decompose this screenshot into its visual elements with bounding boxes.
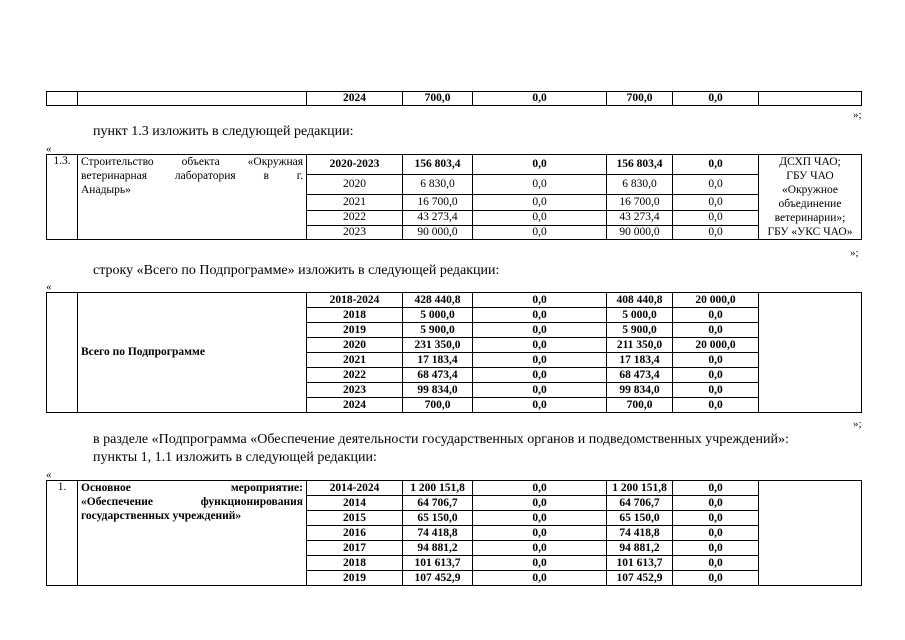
total-cell: 99 834,0 (403, 383, 473, 398)
table-row (47, 481, 862, 496)
value-cell: 74 418,8 (607, 526, 673, 541)
table-item-1 (46, 480, 862, 586)
year-cell: 2021 (307, 353, 403, 368)
table-row (47, 92, 862, 106)
value-cell: 0,0 (673, 511, 759, 526)
year-cell: 2023 (307, 225, 403, 239)
value-cell: 0,0 (673, 353, 759, 368)
value-cell: 107 452,9 (607, 571, 673, 586)
value-cell: 94 881,2 (607, 541, 673, 556)
value-cell: 0,0 (673, 323, 759, 338)
responsible-cell (759, 92, 862, 106)
value-cell: 0,0 (473, 338, 607, 353)
year-cell: 2018 (307, 556, 403, 571)
num-cell (47, 293, 78, 413)
value-cell: 0,0 (673, 155, 759, 175)
description-line: ветеринарная лаборатория в г. (81, 170, 303, 182)
total-cell: 428 440,8 (403, 293, 473, 308)
description-cell (78, 92, 307, 106)
value-cell: 0,0 (473, 211, 607, 225)
total-cell: 65 150,0 (403, 511, 473, 526)
table-subprogram-total (46, 292, 862, 413)
description-line: Анадырь» (81, 184, 131, 196)
item-number: 1. (47, 481, 78, 586)
open-quote: « (46, 469, 52, 481)
value-cell: 0,0 (473, 323, 607, 338)
year-cell: 2019 (307, 323, 403, 338)
responsible-executors (759, 155, 862, 240)
year-cell: 2022 (307, 211, 403, 225)
value-cell: 0,0 (673, 92, 759, 106)
value-cell: 0,0 (473, 526, 607, 541)
instruction-paragraph: пункт 1.3 изложить в следующей редакции: (93, 124, 354, 139)
instruction-paragraph: пункты 1, 1.1 изложить в следующей редакции: (93, 450, 377, 465)
year-cell: 2017 (307, 541, 403, 556)
responsible-line: ГБУ «УКС ЧАО» (767, 226, 853, 238)
value-cell: 20 000,0 (673, 293, 759, 308)
value-cell: 0,0 (673, 496, 759, 511)
item-description (78, 481, 307, 586)
total-label: Всего по Подпрограмме (78, 293, 307, 413)
year-cell: 2022 (307, 368, 403, 383)
total-cell: 43 273,4 (403, 211, 473, 225)
total-cell: 94 881,2 (403, 541, 473, 556)
total-cell: 16 700,0 (403, 194, 473, 210)
value-cell: 43 273,4 (607, 211, 673, 225)
value-cell: 0,0 (673, 225, 759, 239)
value-cell: 0,0 (473, 383, 607, 398)
value-cell: 0,0 (473, 481, 607, 496)
value-cell: 101 613,7 (607, 556, 673, 571)
total-cell: 5 000,0 (403, 308, 473, 323)
year-cell: 2020-2023 (307, 155, 403, 175)
open-quote: « (46, 281, 52, 293)
value-cell: 0,0 (473, 556, 607, 571)
value-cell: 5 900,0 (607, 323, 673, 338)
value-cell: 0,0 (473, 541, 607, 556)
year-cell: 2024 (307, 398, 403, 413)
instruction-paragraph: строку «Всего по Подпрограмме» изложить в следующей редакции: (93, 263, 500, 278)
value-cell: 0,0 (673, 194, 759, 210)
item-number: 1.3. (47, 155, 78, 240)
description-line: государственных учреждений» (81, 510, 242, 522)
responsible-line: ветеринарии»; (774, 212, 846, 224)
value-cell: 65 150,0 (607, 511, 673, 526)
value-cell: 1 200 151,8 (607, 481, 673, 496)
value-cell: 0,0 (473, 511, 607, 526)
year-cell: 2023 (307, 383, 403, 398)
description-line: Основное мероприятие: (81, 482, 303, 494)
responsible-line: ДСХП ЧАО; (779, 156, 841, 168)
value-cell: 0,0 (473, 155, 607, 175)
total-cell: 68 473,4 (403, 368, 473, 383)
value-cell: 16 700,0 (607, 194, 673, 210)
year-cell: 2018-2024 (307, 293, 403, 308)
value-cell: 408 440,8 (607, 293, 673, 308)
value-cell: 0,0 (673, 526, 759, 541)
value-cell: 0,0 (673, 481, 759, 496)
responsible-line: объединение (778, 198, 842, 210)
value-cell: 17 183,4 (607, 353, 673, 368)
value-cell: 0,0 (673, 383, 759, 398)
value-cell: 0,0 (673, 308, 759, 323)
value-cell: 64 706,7 (607, 496, 673, 511)
value-cell: 0,0 (673, 556, 759, 571)
value-cell: 68 473,4 (607, 368, 673, 383)
year-cell: 2019 (307, 571, 403, 586)
total-cell: 90 000,0 (403, 225, 473, 239)
value-cell: 0,0 (473, 293, 607, 308)
value-cell: 700,0 (607, 92, 673, 106)
value-cell: 0,0 (473, 194, 607, 210)
value-cell: 0,0 (673, 368, 759, 383)
year-cell: 2020 (307, 338, 403, 353)
value-cell: 156 803,4 (607, 155, 673, 175)
close-quote: »; (850, 247, 859, 259)
value-cell: 6 830,0 (607, 175, 673, 194)
value-cell: 99 834,0 (607, 383, 673, 398)
year-cell: 2018 (307, 308, 403, 323)
total-cell: 101 613,7 (403, 556, 473, 571)
total-cell: 74 418,8 (403, 526, 473, 541)
value-cell: 90 000,0 (607, 225, 673, 239)
value-cell: 0,0 (673, 541, 759, 556)
value-cell: 0,0 (473, 92, 607, 106)
value-cell: 5 000,0 (607, 308, 673, 323)
value-cell: 0,0 (473, 398, 607, 413)
year-cell: 2016 (307, 526, 403, 541)
year-cell: 2014 (307, 496, 403, 511)
total-cell: 64 706,7 (403, 496, 473, 511)
responsible-cell (759, 481, 862, 586)
year-cell: 2021 (307, 194, 403, 210)
total-cell: 231 350,0 (403, 338, 473, 353)
total-cell: 6 830,0 (403, 175, 473, 194)
value-cell: 700,0 (607, 398, 673, 413)
value-cell: 0,0 (473, 175, 607, 194)
year-cell: 2015 (307, 511, 403, 526)
close-quote: »; (853, 109, 862, 121)
total-cell: 17 183,4 (403, 353, 473, 368)
total-cell: 700,0 (403, 398, 473, 413)
total-cell: 156 803,4 (403, 155, 473, 175)
value-cell: 0,0 (473, 308, 607, 323)
value-cell: 0,0 (473, 368, 607, 383)
total-cell: 700,0 (403, 92, 473, 106)
value-cell: 0,0 (673, 211, 759, 225)
value-cell: 0,0 (673, 398, 759, 413)
close-quote: »; (853, 418, 862, 430)
table-item-1-3 (46, 154, 862, 240)
value-cell: 0,0 (473, 571, 607, 586)
description-line: «Обеспечение функционирования (81, 496, 303, 508)
num-cell (47, 92, 78, 106)
instruction-paragraph: в разделе «Подпрограмма «Обеспечение деятельности государственных органов и подведомственных учреждений»: (93, 432, 789, 447)
value-cell: 211 350,0 (607, 338, 673, 353)
value-cell: 0,0 (473, 353, 607, 368)
total-cell: 1 200 151,8 (403, 481, 473, 496)
responsible-line: «Окружное (782, 184, 838, 196)
value-cell: 0,0 (473, 225, 607, 239)
value-cell: 0,0 (673, 571, 759, 586)
description-line: Строительство объекта «Окружная (81, 156, 303, 168)
total-cell: 5 900,0 (403, 323, 473, 338)
responsible-cell (759, 293, 862, 413)
year-cell: 2014-2024 (307, 481, 403, 496)
year-cell: 2020 (307, 175, 403, 194)
item-description (78, 155, 307, 240)
table-row (47, 155, 862, 175)
year-cell: 2024 (307, 92, 403, 106)
open-quote: « (46, 143, 52, 155)
responsible-line: ГБУ ЧАО (786, 170, 834, 182)
total-cell: 107 452,9 (403, 571, 473, 586)
table-row (47, 293, 862, 308)
value-cell: 0,0 (473, 496, 607, 511)
value-cell: 20 000,0 (673, 338, 759, 353)
table-previous-tail (46, 91, 862, 106)
value-cell: 0,0 (673, 175, 759, 194)
